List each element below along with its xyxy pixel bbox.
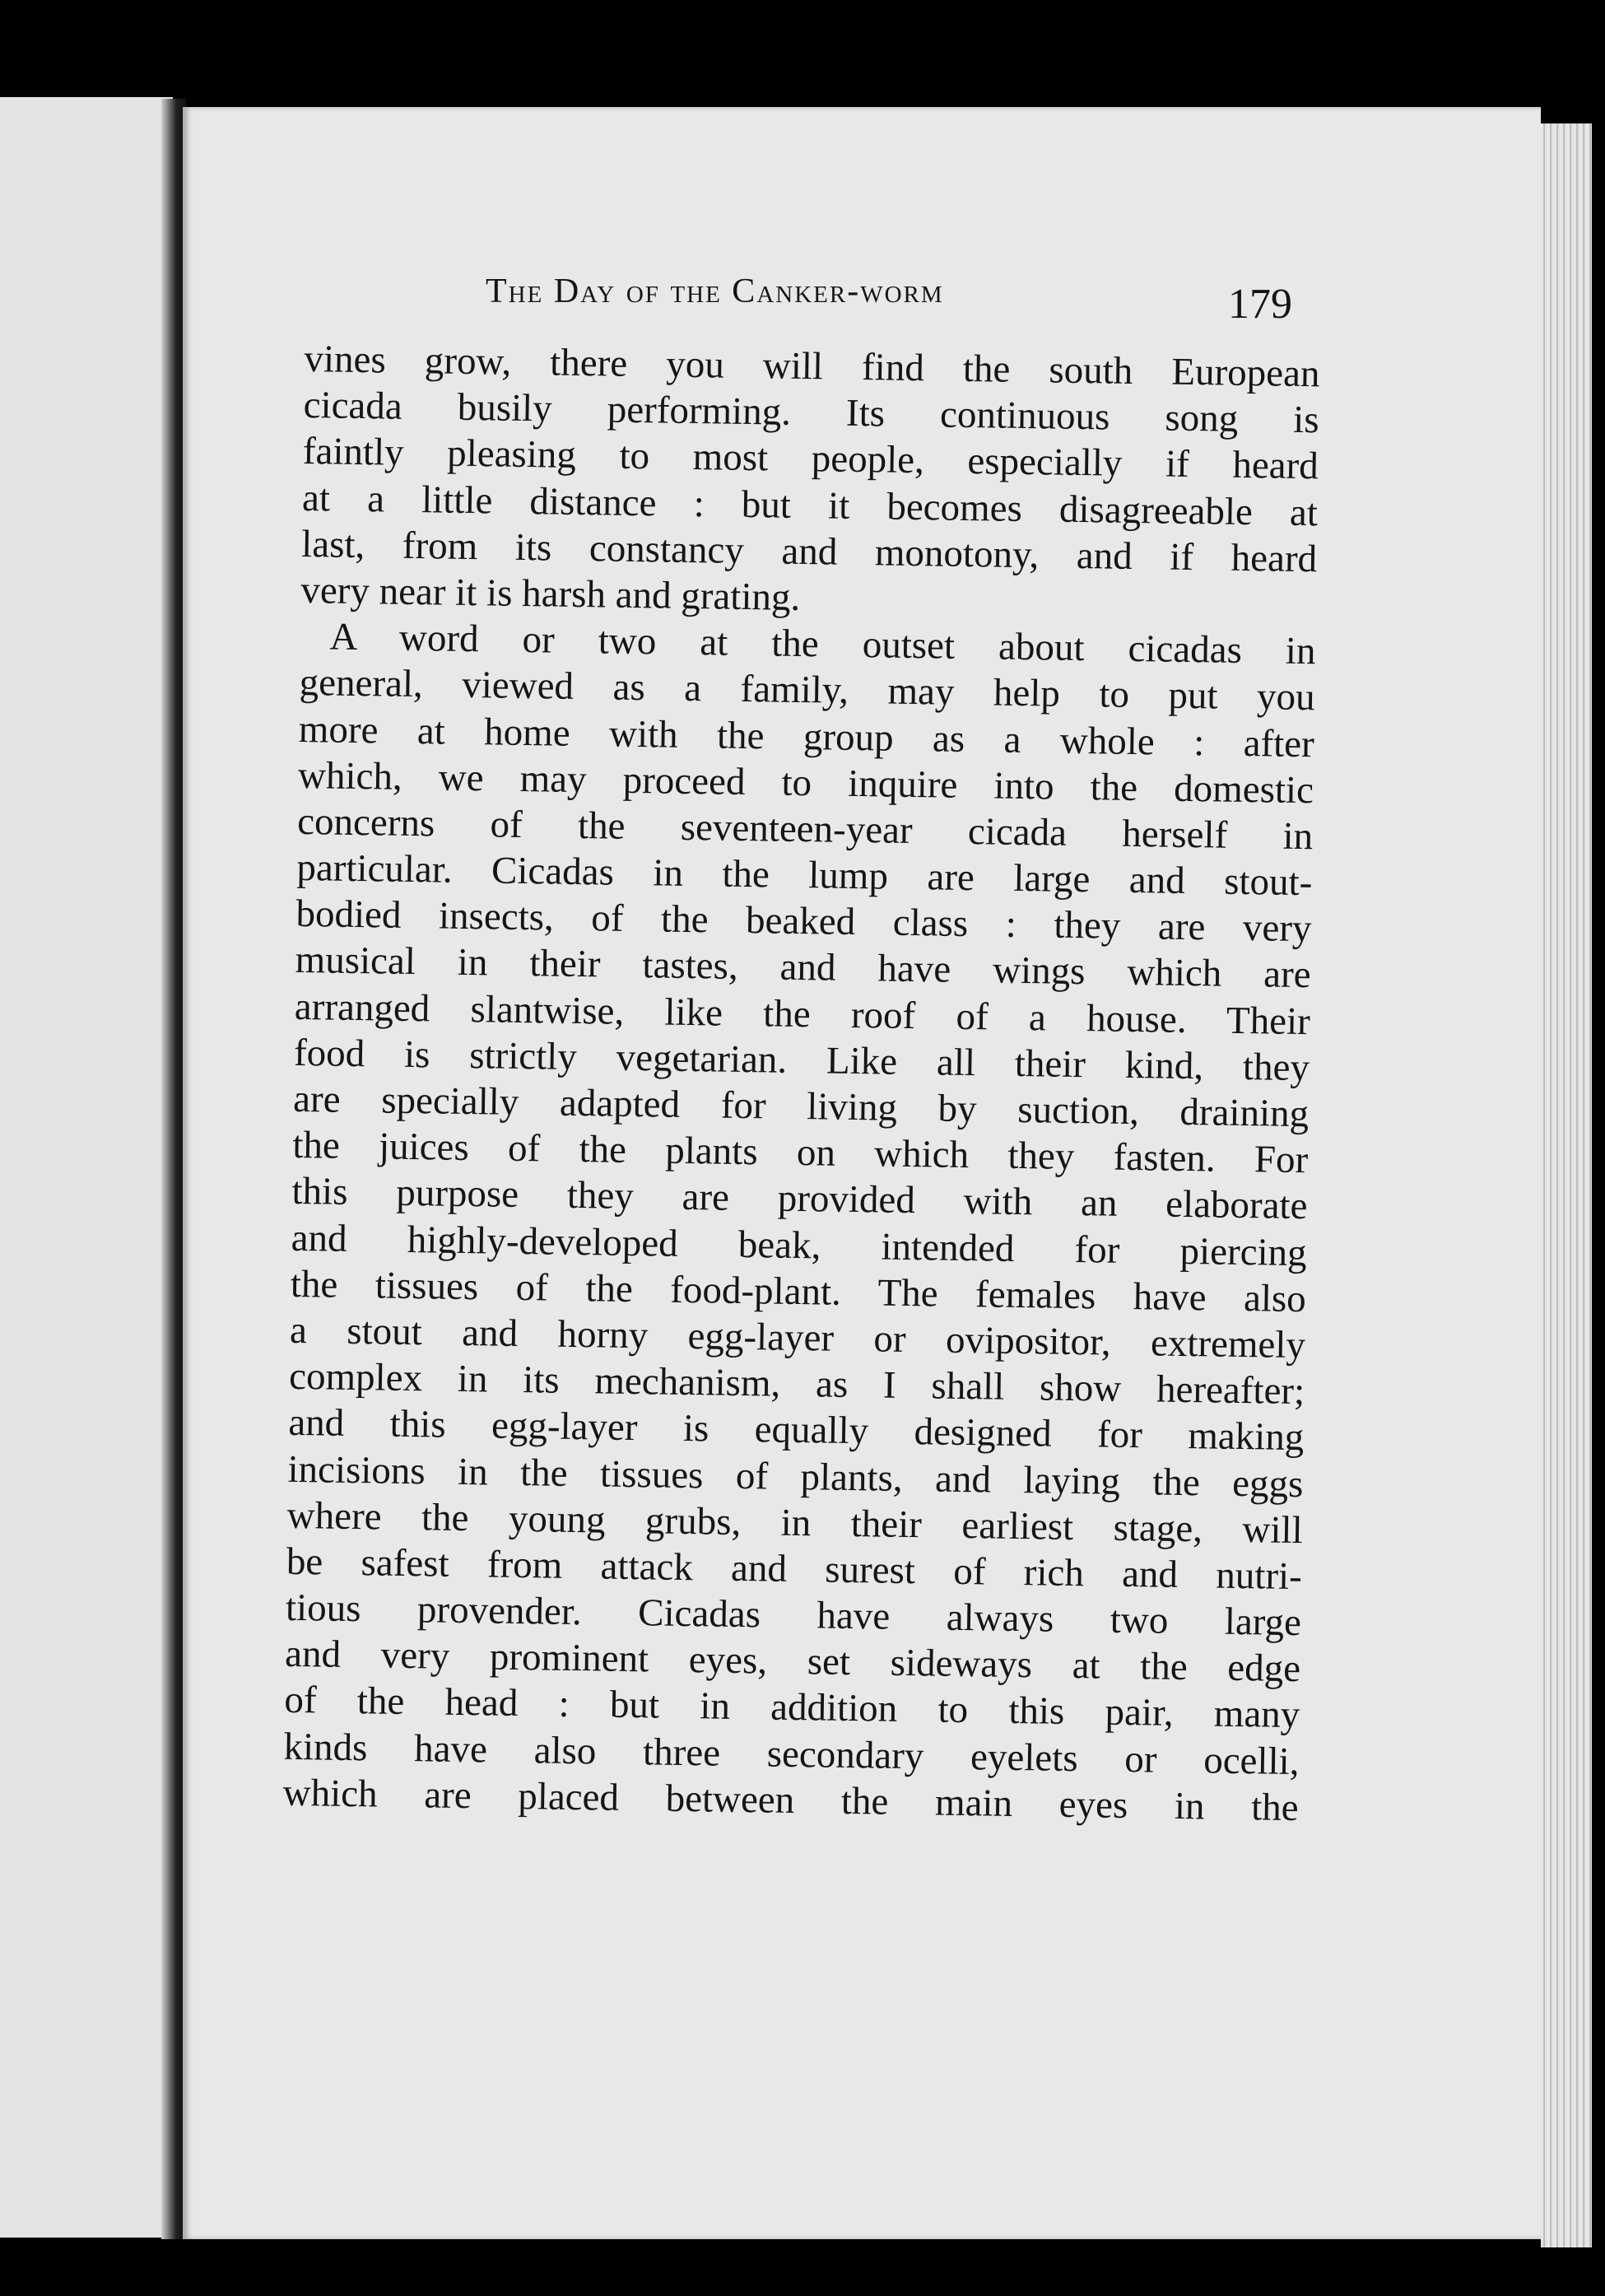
text-line: which are placed between the main eyes in the xyxy=(282,1771,1299,1829)
text-line: tious provender. Cicadas have always two large xyxy=(285,1586,1302,1645)
text-line: vines grow, there you will find the south European xyxy=(304,337,1320,396)
text-line: last, from its constancy and monotony, and if heard xyxy=(300,522,1318,581)
text-line: the tissues of the food-plant. The females have also xyxy=(290,1262,1307,1320)
text-line: very near it is harsh and grating. xyxy=(300,568,801,619)
text-line: and this egg-layer is equally designed for making xyxy=(288,1401,1305,1460)
text-line: A word or two at the outset about cicadas in xyxy=(329,615,1316,673)
running-header xyxy=(486,272,1342,311)
text-line: are specially adapted for living by suction, draining xyxy=(292,1077,1310,1136)
text-line: which, we may proceed to inquire into the domestic xyxy=(297,753,1314,812)
body-text xyxy=(282,336,1320,1831)
text-line: cicada busily performing. Its continuous song is xyxy=(303,384,1320,442)
text-line: the juices of the plants on which they fasten. For xyxy=(292,1124,1309,1182)
text-line: of the head : but in addition to this pair, many xyxy=(284,1679,1300,1737)
page-number: 179 xyxy=(1228,281,1292,328)
text-line: where the young grubs, in their earliest stage, will xyxy=(286,1493,1303,1552)
text-line: at a little distance : but it becomes disagreeable at xyxy=(301,476,1319,534)
text-line: faintly pleasing to most people, especially if heard xyxy=(302,430,1319,488)
text-line: be safest from attack and surest of rich and nutri- xyxy=(286,1539,1303,1599)
text-line: arranged slantwise, like the roof of a house. Their xyxy=(294,985,1311,1043)
text-line: musical in their tastes, and have wings which are xyxy=(295,938,1311,997)
text-line: this purpose they are provided with an elaborate xyxy=(291,1170,1308,1228)
text-line: general, viewed as a family, may help to put you xyxy=(299,661,1315,720)
text-line: a stout and horny egg-layer or ovipositor, extremely xyxy=(289,1308,1306,1367)
text-line: more at home with the group as a whole : after xyxy=(298,707,1315,766)
text-line: food is strictly vegetarian. Like all their kind, they xyxy=(293,1031,1310,1090)
text-line: and highly-developed beak, intended for piercing xyxy=(291,1216,1307,1274)
left-facing-page-edge xyxy=(0,97,173,2238)
text-line: incisions in the tissues of plants, and laying the eggs xyxy=(287,1447,1304,1506)
page-stack-edges xyxy=(1541,123,1592,2247)
text-line: bodied insects, of the beaked class : they are very xyxy=(295,892,1312,951)
running-title: The Day of the Canker-worm xyxy=(486,272,944,310)
text-line: complex in its mechanism, as I shall show hereafter; xyxy=(288,1354,1305,1413)
text-line: kinds have also three secondary eyelets or ocelli, xyxy=(283,1725,1300,1783)
text-line: and very prominent eyes, set sideways at the edge xyxy=(284,1632,1301,1691)
text-line: particular. Cicadas in the lump are large and stout- xyxy=(296,845,1313,905)
text-line: concerns of the seventeen-year cicada herself in xyxy=(296,799,1314,859)
